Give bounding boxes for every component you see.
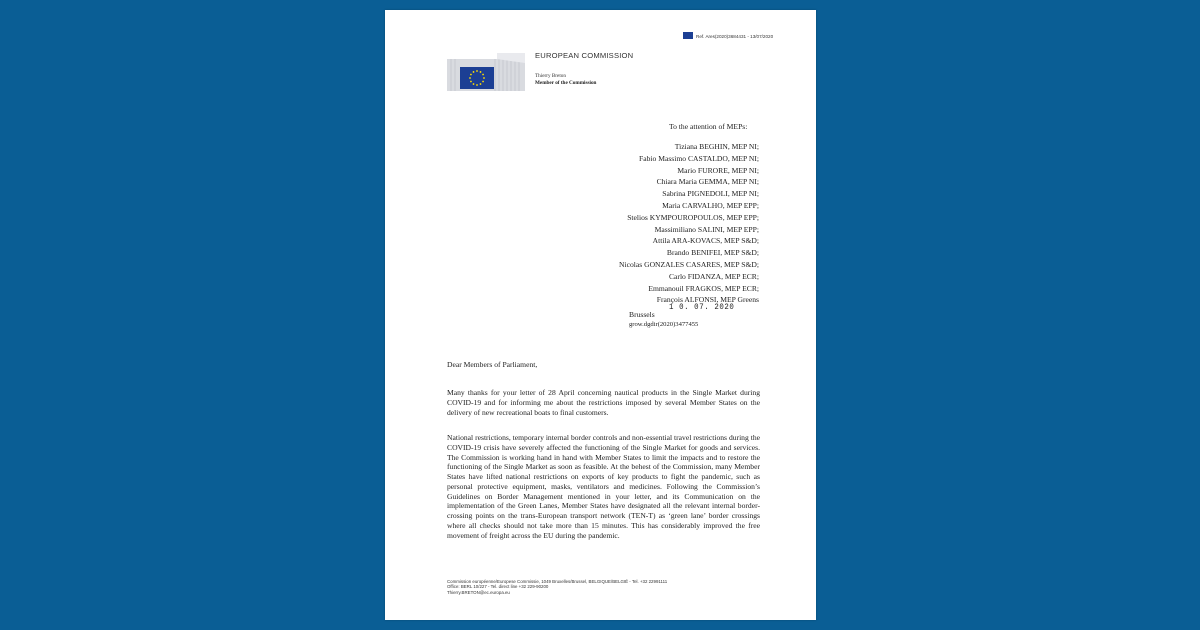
recipient-item: Maria CARVALHO, MEP EPP; bbox=[662, 200, 759, 210]
reference-text: Ref. Ares(2020)3684431 - 13/07/2020 bbox=[696, 34, 774, 39]
eu-star-icon bbox=[480, 83, 482, 85]
dateline-city: Brussels bbox=[629, 310, 655, 319]
attention-line: To the attention of MEPs: bbox=[669, 122, 748, 131]
recipient-item: Emmanouil FRAGKOS, MEP ECR; bbox=[648, 283, 759, 293]
body-paragraph: Many thanks for your letter of 28 April concerning nautical products in the Single Market during COVID-19 and for informing me about the restrictions imposed by several Member States on the delivery of new recreational boats to final customers. bbox=[447, 388, 760, 417]
footer-office: Office: BERL 10/227 - Tel. direct line +32 229-90200 bbox=[447, 584, 549, 590]
date-stamp: 1 0. 07. 2020 bbox=[669, 303, 735, 313]
recipient-list bbox=[619, 141, 759, 306]
eu-star-icon bbox=[473, 71, 475, 73]
footer-email: Thierry.BRETON@ec.europa.eu bbox=[447, 589, 510, 595]
eu-star-icon bbox=[469, 77, 471, 79]
recipient-item: Tiziana BEGHIN, MEP NI; bbox=[674, 142, 759, 151]
salutation: Dear Members of Parliament, bbox=[447, 360, 538, 369]
eu-star-icon bbox=[476, 70, 478, 72]
eu-star-icon bbox=[470, 74, 472, 76]
recipient-item: Fabio Massimo CASTALDO, MEP NI; bbox=[639, 153, 759, 163]
eu-star-icon bbox=[473, 83, 475, 85]
recipient-item: Attila ARA-KOVACS, MEP S&D; bbox=[652, 236, 759, 246]
recipient-item: Nicolas GONZALES CASARES, MEP S&D; bbox=[618, 259, 759, 269]
letter-footer bbox=[447, 579, 667, 595]
recipient-item: Sabrina PIGNEDOLI, MEP NI; bbox=[662, 189, 759, 199]
letter-reference: grow.dgdir(2020)3477455 bbox=[629, 321, 699, 328]
recipient-item: François ALFONSI, MEP Greens bbox=[656, 295, 759, 305]
recipient-item: Massimiliano SALINI, MEP EPP; bbox=[654, 224, 759, 234]
recipient-item: Stelios KYMPOUROPOULOS, MEP EPP; bbox=[627, 212, 759, 222]
letter-page bbox=[385, 10, 816, 620]
recipient-item: Brando BENIFEI, MEP S&D; bbox=[666, 248, 759, 258]
european-commission-logo bbox=[447, 53, 525, 91]
eu-star-icon bbox=[470, 81, 472, 83]
footer-address: Commission européenne/Europese Commissie, 1049 Bruxelles/Brussel, BELGIQUE/BELGIË - Tel. +32 22991111 bbox=[447, 579, 668, 584]
sender-role: Member of the Commission bbox=[535, 80, 597, 86]
recipient-item: Mario FURORE, MEP NI; bbox=[677, 165, 759, 175]
document-reference bbox=[683, 32, 773, 39]
eu-flag-icon bbox=[683, 32, 693, 39]
recipient-item: Chiara Maria GEMMA, MEP NI; bbox=[656, 177, 759, 187]
sender-name: Thierry Breton bbox=[535, 73, 566, 79]
eu-star-icon bbox=[483, 77, 485, 79]
eu-star-icon bbox=[476, 84, 478, 86]
recipient-item: Carlo FIDANZA, MEP ECR; bbox=[668, 271, 759, 281]
eu-star-icon bbox=[480, 71, 482, 73]
organisation-name: EUROPEAN COMMISSION bbox=[535, 51, 634, 60]
eu-star-icon bbox=[482, 81, 484, 83]
body-paragraph: National restrictions, temporary internal border controls and non-essential travel restrictions during the COVID-19 crisis have severely affected the functioning of the Single Market for goods and services. The Commission is working hand in hand with Member States to limit the impacts and to restore the functioning of the Single Market as soon as feasible. At the behest of the Commission, many Member States have lifted national restrictions on exports of key products to fight the pandemic, such as personal protective equipment, masks, ventilators and medicines. Following the Commission’s Guidelines on Border Management mentioned in your letter, and its Communication on the implementation of the Green Lanes, Member States have designated all the relevant internal border-crossing points on the trans-European transport network (TEN-T) as ‘green lane’ border crossings where all checks should not take more than 15 minutes. This has considerably improved the free movement of freight across the EU during the pandemic. bbox=[447, 433, 760, 540]
eu-star-icon bbox=[482, 74, 484, 76]
